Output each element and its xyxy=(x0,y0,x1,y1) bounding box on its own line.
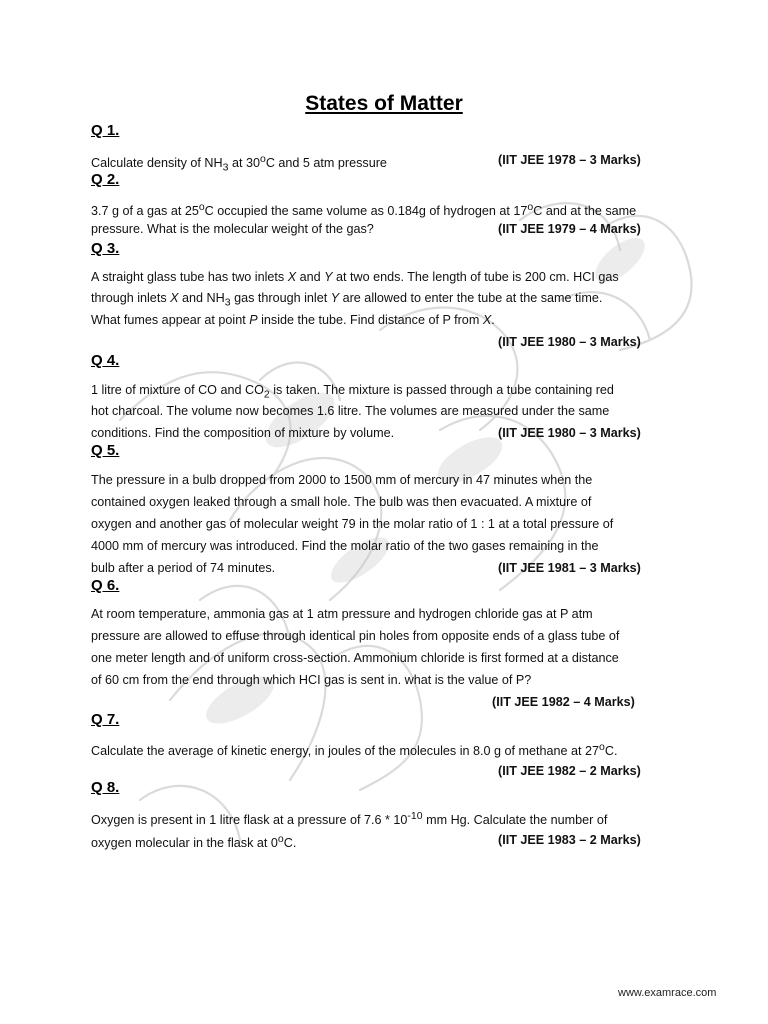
page-title: States of Matter xyxy=(305,92,463,115)
superscript: o xyxy=(527,201,534,213)
question-5-heading: Q 5. xyxy=(91,442,120,459)
question-6-line: At room temperature, ammonia gas at 1 atm pressure and hydrogen chloride gas at P atm xyxy=(91,607,593,621)
question-7-marks: (IIT JEE 1982 – 2 Marks) xyxy=(498,764,641,778)
question-1-marks: (IIT JEE 1978 – 3 Marks) xyxy=(498,153,641,167)
question-6-line: one meter length and of uniform cross-section. Ammonium chloride is first formed at a distance xyxy=(91,651,619,665)
question-4-heading: Q 4. xyxy=(91,352,120,369)
italic-variable: Y xyxy=(324,270,333,284)
question-5-line: 4000 mm of mercury was introduced. Find the molar ratio of the two gases remaining in the xyxy=(91,539,599,553)
question-1-heading: Q 1. xyxy=(91,122,120,139)
question-5-marks: (IIT JEE 1981 – 3 Marks) xyxy=(498,561,641,575)
question-4-line: conditions. Find the composition of mixture by volume. xyxy=(91,426,395,440)
question-3-line: A straight glass tube has two inlets X and Y at two ends. The length of tube is 200 cm. HCI gas xyxy=(91,270,619,284)
question-7-heading: Q 7. xyxy=(91,711,120,728)
question-3-marks: (IIT JEE 1980 – 3 Marks) xyxy=(498,335,641,349)
question-6-heading: Q 6. xyxy=(91,577,120,594)
question-2-marks: (IIT JEE 1979 – 4 Marks) xyxy=(498,222,641,236)
question-4-line: hot charcoal. The volume now becomes 1.6 litre. The volumes are measured under the same xyxy=(91,404,610,418)
question-5-line: contained oxygen leaked through a small hole. The bulb was then evacuated. A mixture of xyxy=(91,495,592,509)
superscript: o xyxy=(198,201,205,213)
italic-variable: X xyxy=(170,291,179,305)
question-4-marks: (IIT JEE 1980 – 3 Marks) xyxy=(498,426,641,440)
question-5-line: bulb after a period of 74 minutes. xyxy=(91,561,276,575)
question-8-heading: Q 8. xyxy=(91,779,120,796)
subscript: 2 xyxy=(263,388,270,401)
question-5-line: oxygen and another gas of molecular weight 79 in the molar ratio of 1 : 1 at a total pressure of xyxy=(91,517,614,531)
question-5-line: The pressure in a bulb dropped from 2000 to 1500 mm of mercury in 47 minutes when the xyxy=(91,473,593,487)
italic-variable: P xyxy=(249,313,258,327)
question-2-line: 3.7 g of a gas at 25$^o$C occupied the same volume as 0.184g of hydrogen at 17$^o$C and at the same xyxy=(91,201,637,219)
superscript: o xyxy=(599,741,605,753)
question-7-line: Calculate the average of kinetic energy, in joules of the molecules in 8.0 g of methane at 27$^o$C. xyxy=(91,741,618,759)
question-2-heading: Q 2. xyxy=(91,171,120,188)
question-3-line: through inlets X and $NH_3$ gas through inlet Y are allowed to enter the tube at the same time. xyxy=(91,291,603,309)
italic-variable: X xyxy=(482,313,492,327)
question-2-line: pressure. What is the molecular weight of the gas? xyxy=(91,222,374,236)
question-8-line: Oxygen is present in 1 litre flask at a pressure of $7.6 * 10^{-10}$ mm Hg. Calculate the number of xyxy=(91,810,608,828)
footer-url: www.examrace.com xyxy=(618,987,717,999)
question-6-line: of 60 cm from the end through which HCI gas is sent in. what is the value of P? xyxy=(91,673,532,687)
question-6-marks: (IIT JEE 1982 – 4 Marks) xyxy=(492,695,635,709)
subscript: 3 xyxy=(222,161,229,174)
italic-variable: Y xyxy=(330,291,340,305)
superscript: o xyxy=(259,153,266,165)
question-8-line: oxygen molecular in the flask at 0$^o$C. xyxy=(91,833,297,851)
superscript: o xyxy=(277,833,284,845)
superscript: -10 xyxy=(407,810,423,822)
italic-variable: X xyxy=(287,270,297,284)
question-3-line: What fumes appear at point P inside the tube. Find distance of P from X. xyxy=(91,313,495,327)
question-3-heading: Q 3. xyxy=(91,240,120,257)
question-4-line: 1 litre of mixture of CO and $CO_2$ is taken. The mixture is passed through a tube containing red xyxy=(91,383,614,401)
subscript: 3 xyxy=(224,296,231,309)
question-8-marks: (IIT JEE 1983 – 2 Marks) xyxy=(498,833,641,847)
question-6-line: pressure are allowed to effuse through identical pin holes from opposite ends of a glass tube of xyxy=(91,629,620,643)
question-1-line: Calculate density of $NH_3$ at 30$^o$C and 5 atm pressure xyxy=(91,153,387,174)
